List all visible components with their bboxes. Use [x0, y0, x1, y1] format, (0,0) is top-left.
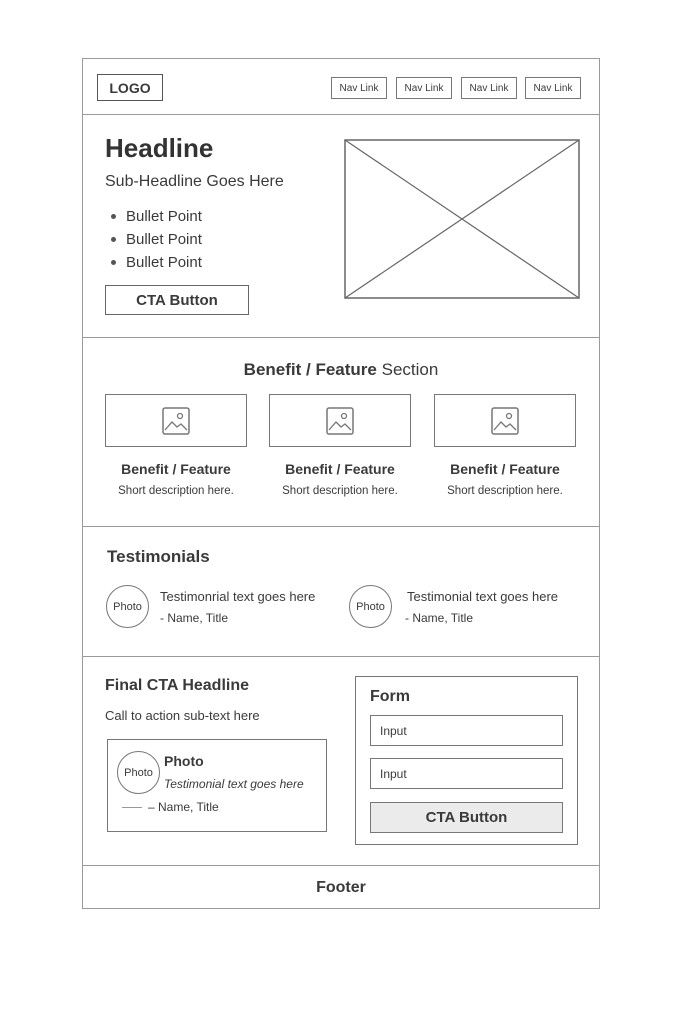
- testimonial-name: - Name, Title: [405, 611, 474, 625]
- hero-subheadline: Sub-Headline Goes Here: [105, 173, 284, 190]
- bullet-list: [105, 205, 202, 274]
- form-input-1[interactable]: Input: [370, 715, 563, 746]
- final-cta-subtext: Call to action sub-text here: [105, 708, 260, 723]
- testimonial-card-photo: Photo: [117, 751, 160, 794]
- benefit-title-bold: Benefit / Feature: [243, 360, 377, 379]
- nav-link-3[interactable]: Nav Link: [461, 77, 517, 99]
- form-input-2[interactable]: Input: [370, 758, 563, 789]
- benefit-card-desc: Short description here.: [118, 485, 234, 497]
- signup-form: [355, 676, 578, 845]
- benefit-card: [269, 394, 411, 497]
- testimonial-card-title: Photo: [164, 753, 204, 769]
- benefit-card-title: Benefit / Feature: [121, 461, 231, 477]
- bullet-point: Bullet Point: [105, 228, 202, 251]
- bullet-point: Bullet Point: [105, 251, 202, 274]
- header: [83, 59, 599, 115]
- benefit-card: [105, 394, 247, 497]
- testimonial-photo: Photo: [106, 585, 149, 628]
- final-cta-section: [83, 657, 599, 866]
- benefit-title-rest: Section: [381, 360, 439, 379]
- testimonials-section: [83, 527, 599, 657]
- form-cta-button[interactable]: CTA Button: [370, 802, 563, 833]
- benefit-card: [434, 394, 576, 497]
- footer: Footer: [316, 879, 366, 896]
- benefit-card-desc: Short description here.: [282, 485, 398, 497]
- benefit-image: [434, 394, 576, 447]
- form-title: Form: [370, 688, 410, 705]
- nav-link-2[interactable]: Nav Link: [396, 77, 452, 99]
- testimonials-title: Testimonials: [107, 547, 210, 566]
- benefit-section: [83, 338, 599, 527]
- wireframe-frame: [82, 58, 600, 909]
- hero-headline: Headline: [105, 133, 214, 163]
- image-icon: [490, 406, 520, 436]
- testimonial-text: Testimonrial text goes here: [160, 589, 316, 604]
- benefit-image: [105, 394, 247, 447]
- logo[interactable]: LOGO: [97, 74, 163, 101]
- nav-link-4[interactable]: Nav Link: [525, 77, 581, 99]
- image-icon: [325, 406, 355, 436]
- bullet-point: Bullet Point: [105, 205, 202, 228]
- testimonial-photo: Photo: [349, 585, 392, 628]
- image-placeholder-icon: [344, 139, 580, 299]
- nav-link-1[interactable]: Nav Link: [331, 77, 387, 99]
- benefit-image: [269, 394, 411, 447]
- testimonial-text: Testimonial text goes here: [407, 589, 559, 604]
- benefit-card-title: Benefit / Feature: [285, 461, 395, 477]
- image-icon: [161, 406, 191, 436]
- testimonial-card-text: Testimonial text goes here: [164, 777, 304, 791]
- testimonial-card-divider: [122, 807, 142, 808]
- hero-section: [83, 115, 599, 338]
- benefit-section-title: [83, 360, 599, 380]
- hero-cta-button[interactable]: CTA Button: [105, 285, 249, 315]
- testimonial-card-name: – Name, Title: [148, 800, 219, 814]
- testimonial-card: [107, 739, 327, 832]
- benefit-card-desc: Short description here.: [447, 485, 563, 497]
- benefit-card-title: Benefit / Feature: [450, 461, 560, 477]
- final-cta-headline: Final CTA Headline: [105, 677, 250, 694]
- testimonial-name: - Name, Title: [160, 611, 229, 625]
